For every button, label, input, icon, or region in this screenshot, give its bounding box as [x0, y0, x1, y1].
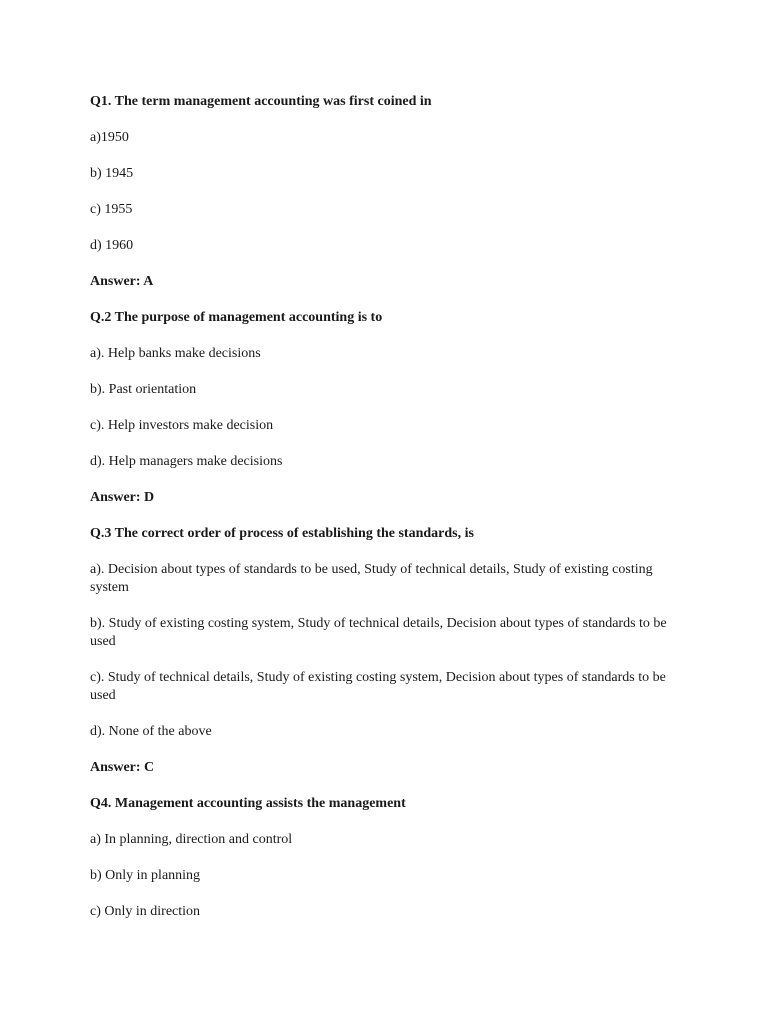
answer-key: Answer: C	[90, 760, 155, 775]
question-block-1	[90, 93, 690, 291]
answer-option: d). None of the above	[90, 724, 212, 739]
answer-option: b) 1945	[90, 166, 134, 181]
question-text: Q.3 The correct order of process of establishing the standards, is	[90, 526, 474, 541]
question-text: Q1. The term management accounting was first coined in	[90, 94, 432, 109]
answer-option: b) Only in planning	[90, 868, 201, 883]
answer-option: b). Study of existing costing system, Study of technical details, Decision about types of standards to be used	[90, 616, 667, 649]
question-block-2	[90, 309, 690, 507]
answer-option: b). Past orientation	[90, 382, 197, 397]
answer-option: c). Study of technical details, Study of existing costing system, Decision about types of standards to be used	[90, 670, 666, 703]
answer-option: a). Help banks make decisions	[90, 346, 261, 361]
answer-option: a) In planning, direction and control	[90, 832, 293, 847]
answer-option: d). Help managers make decisions	[90, 454, 283, 469]
answer-option: a)1950	[90, 130, 129, 145]
answer-key: Answer: A	[90, 274, 154, 289]
question-block-3	[90, 525, 690, 777]
answer-option: a). Decision about types of standards to be used, Study of technical details, Study of existing costing system	[90, 562, 653, 595]
question-text: Q.2 The purpose of management accounting is to	[90, 310, 383, 325]
answer-option: c) 1955	[90, 202, 133, 217]
answer-option: c). Help investors make decision	[90, 418, 274, 433]
answer-option: c) Only in direction	[90, 904, 201, 919]
question-block-4	[90, 795, 690, 921]
document-page	[90, 93, 690, 939]
question-text: Q4. Management accounting assists the management	[90, 796, 406, 811]
answer-key: Answer: D	[90, 490, 155, 505]
answer-option: d) 1960	[90, 238, 134, 253]
